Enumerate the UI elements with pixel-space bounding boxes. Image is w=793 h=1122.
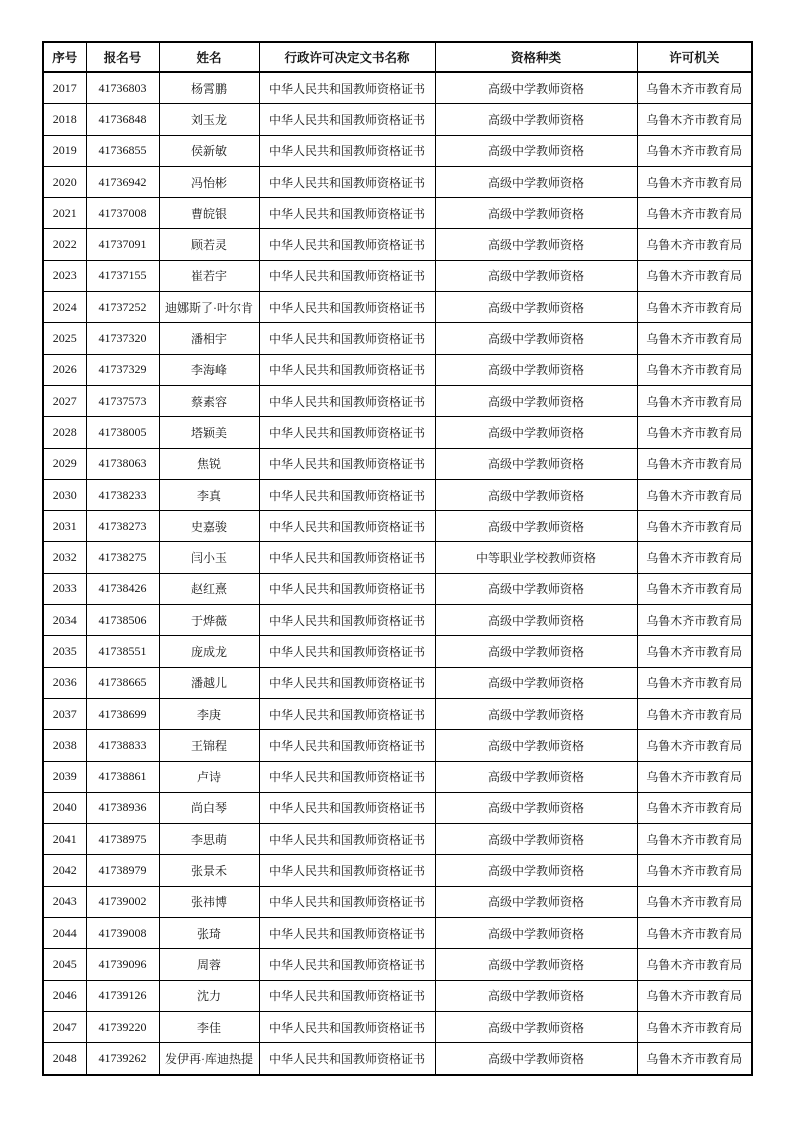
column-header-document-name: 行政许可决定文书名称 xyxy=(259,42,435,72)
cell-serial-number: 2038 xyxy=(43,730,86,761)
cell-document-name: 中华人民共和国教师资格证书 xyxy=(259,292,435,323)
cell-licensing-authority: 乌鲁木齐市教育局 xyxy=(637,385,752,416)
cell-document-name: 中华人民共和国教师资格证书 xyxy=(259,260,435,291)
table-row xyxy=(43,605,752,636)
cell-registration-number: 41736803 xyxy=(86,72,159,104)
cell-name: 杨霄鹏 xyxy=(159,72,259,104)
cell-name: 沈力 xyxy=(159,980,259,1011)
table-row xyxy=(43,229,752,260)
cell-document-name: 中华人民共和国教师资格证书 xyxy=(259,573,435,604)
cell-registration-number: 41738426 xyxy=(86,573,159,604)
cell-qualification-type: 高级中学教师资格 xyxy=(435,72,637,104)
cell-name: 史嘉骏 xyxy=(159,511,259,542)
cell-licensing-authority: 乌鲁木齐市教育局 xyxy=(637,166,752,197)
cell-qualification-type: 中等职业学校教师资格 xyxy=(435,542,637,573)
cell-serial-number: 2024 xyxy=(43,292,86,323)
cell-serial-number: 2019 xyxy=(43,135,86,166)
cell-name: 顾若灵 xyxy=(159,229,259,260)
cell-document-name: 中华人民共和国教师资格证书 xyxy=(259,166,435,197)
table-row xyxy=(43,792,752,823)
cell-document-name: 中华人民共和国教师资格证书 xyxy=(259,323,435,354)
table-row xyxy=(43,730,752,761)
cell-document-name: 中华人民共和国教师资格证书 xyxy=(259,667,435,698)
cell-name: 李真 xyxy=(159,479,259,510)
cell-name: 张景禾 xyxy=(159,855,259,886)
cell-qualification-type: 高级中学教师资格 xyxy=(435,824,637,855)
cell-qualification-type: 高级中学教师资格 xyxy=(435,1043,637,1075)
table-row xyxy=(43,824,752,855)
cell-document-name: 中华人民共和国教师资格证书 xyxy=(259,918,435,949)
cell-serial-number: 2043 xyxy=(43,886,86,917)
table-row xyxy=(43,417,752,448)
cell-qualification-type: 高级中学教师资格 xyxy=(435,354,637,385)
cell-name: 庞成龙 xyxy=(159,636,259,667)
cell-registration-number: 41739262 xyxy=(86,1043,159,1075)
cell-document-name: 中华人民共和国教师资格证书 xyxy=(259,855,435,886)
cell-serial-number: 2039 xyxy=(43,761,86,792)
cell-registration-number: 41737252 xyxy=(86,292,159,323)
cell-registration-number: 41737329 xyxy=(86,354,159,385)
cell-serial-number: 2047 xyxy=(43,1011,86,1042)
cell-licensing-authority: 乌鲁木齐市教育局 xyxy=(637,855,752,886)
cell-serial-number: 2040 xyxy=(43,792,86,823)
cell-document-name: 中华人民共和国教师资格证书 xyxy=(259,448,435,479)
cell-licensing-authority: 乌鲁木齐市教育局 xyxy=(637,667,752,698)
table-row xyxy=(43,980,752,1011)
cell-registration-number: 41739126 xyxy=(86,980,159,1011)
cell-name: 刘玉龙 xyxy=(159,104,259,135)
cell-qualification-type: 高级中学教师资格 xyxy=(435,980,637,1011)
cell-registration-number: 41736848 xyxy=(86,104,159,135)
cell-licensing-authority: 乌鲁木齐市教育局 xyxy=(637,511,752,542)
cell-registration-number: 41738936 xyxy=(86,792,159,823)
table-row xyxy=(43,385,752,416)
cell-name: 迪娜斯了·叶尔肯 xyxy=(159,292,259,323)
cell-registration-number: 41737320 xyxy=(86,323,159,354)
table-row xyxy=(43,1043,752,1075)
table-row xyxy=(43,292,752,323)
cell-serial-number: 2042 xyxy=(43,855,86,886)
cell-serial-number: 2033 xyxy=(43,573,86,604)
cell-document-name: 中华人民共和国教师资格证书 xyxy=(259,104,435,135)
cell-name: 崔若宇 xyxy=(159,260,259,291)
cell-name: 侯新敏 xyxy=(159,135,259,166)
cell-serial-number: 2036 xyxy=(43,667,86,698)
cell-document-name: 中华人民共和国教师资格证书 xyxy=(259,198,435,229)
cell-licensing-authority: 乌鲁木齐市教育局 xyxy=(637,1011,752,1042)
cell-licensing-authority: 乌鲁木齐市教育局 xyxy=(637,636,752,667)
table-row xyxy=(43,166,752,197)
cell-qualification-type: 高级中学教师资格 xyxy=(435,260,637,291)
cell-serial-number: 2020 xyxy=(43,166,86,197)
cell-name: 塔颖美 xyxy=(159,417,259,448)
cell-registration-number: 41738979 xyxy=(86,855,159,886)
cell-name: 张琦 xyxy=(159,918,259,949)
table-header-row xyxy=(43,42,752,72)
cell-name: 周蓉 xyxy=(159,949,259,980)
cell-document-name: 中华人民共和国教师资格证书 xyxy=(259,72,435,104)
table-row xyxy=(43,573,752,604)
cell-qualification-type: 高级中学教师资格 xyxy=(435,605,637,636)
cell-registration-number: 41738063 xyxy=(86,448,159,479)
cell-name: 于烨薇 xyxy=(159,605,259,636)
cell-licensing-authority: 乌鲁木齐市教育局 xyxy=(637,323,752,354)
cell-registration-number: 41738861 xyxy=(86,761,159,792)
cell-document-name: 中华人民共和国教师资格证书 xyxy=(259,229,435,260)
cell-document-name: 中华人民共和国教师资格证书 xyxy=(259,417,435,448)
cell-document-name: 中华人民共和国教师资格证书 xyxy=(259,730,435,761)
cell-licensing-authority: 乌鲁木齐市教育局 xyxy=(637,260,752,291)
cell-licensing-authority: 乌鲁木齐市教育局 xyxy=(637,229,752,260)
cell-qualification-type: 高级中学教师资格 xyxy=(435,292,637,323)
cell-name: 卢诗 xyxy=(159,761,259,792)
cell-registration-number: 41736942 xyxy=(86,166,159,197)
cell-registration-number: 41736855 xyxy=(86,135,159,166)
cell-registration-number: 41738551 xyxy=(86,636,159,667)
cell-licensing-authority: 乌鲁木齐市教育局 xyxy=(637,824,752,855)
cell-qualification-type: 高级中学教师资格 xyxy=(435,104,637,135)
cell-document-name: 中华人民共和国教师资格证书 xyxy=(259,792,435,823)
cell-document-name: 中华人民共和国教师资格证书 xyxy=(259,135,435,166)
cell-document-name: 中华人民共和国教师资格证书 xyxy=(259,354,435,385)
cell-qualification-type: 高级中学教师资格 xyxy=(435,385,637,416)
table-row xyxy=(43,354,752,385)
cell-serial-number: 2021 xyxy=(43,198,86,229)
cell-licensing-authority: 乌鲁木齐市教育局 xyxy=(637,792,752,823)
cell-name: 潘相宇 xyxy=(159,323,259,354)
cell-licensing-authority: 乌鲁木齐市教育局 xyxy=(637,542,752,573)
table-row xyxy=(43,698,752,729)
cell-qualification-type: 高级中学教师资格 xyxy=(435,730,637,761)
cell-document-name: 中华人民共和国教师资格证书 xyxy=(259,824,435,855)
cell-qualification-type: 高级中学教师资格 xyxy=(435,636,637,667)
cell-licensing-authority: 乌鲁木齐市教育局 xyxy=(637,886,752,917)
cell-document-name: 中华人民共和国教师资格证书 xyxy=(259,761,435,792)
cell-qualification-type: 高级中学教师资格 xyxy=(435,761,637,792)
cell-qualification-type: 高级中学教师资格 xyxy=(435,698,637,729)
cell-qualification-type: 高级中学教师资格 xyxy=(435,479,637,510)
cell-registration-number: 41738005 xyxy=(86,417,159,448)
table-row xyxy=(43,72,752,104)
cell-licensing-authority: 乌鲁木齐市教育局 xyxy=(637,761,752,792)
cell-licensing-authority: 乌鲁木齐市教育局 xyxy=(637,698,752,729)
table-row xyxy=(43,636,752,667)
cell-registration-number: 41738833 xyxy=(86,730,159,761)
cell-qualification-type: 高级中学教师资格 xyxy=(435,166,637,197)
cell-serial-number: 2026 xyxy=(43,354,86,385)
cell-name: 李思萌 xyxy=(159,824,259,855)
cell-registration-number: 41739220 xyxy=(86,1011,159,1042)
cell-registration-number: 41738233 xyxy=(86,479,159,510)
cell-serial-number: 2045 xyxy=(43,949,86,980)
table-row xyxy=(43,667,752,698)
cell-registration-number: 41738506 xyxy=(86,605,159,636)
cell-serial-number: 2023 xyxy=(43,260,86,291)
cell-licensing-authority: 乌鲁木齐市教育局 xyxy=(637,104,752,135)
cell-name: 李佳 xyxy=(159,1011,259,1042)
cell-document-name: 中华人民共和国教师资格证书 xyxy=(259,980,435,1011)
table-row xyxy=(43,479,752,510)
cell-document-name: 中华人民共和国教师资格证书 xyxy=(259,698,435,729)
cell-licensing-authority: 乌鲁木齐市教育局 xyxy=(637,354,752,385)
cell-registration-number: 41739008 xyxy=(86,918,159,949)
cell-licensing-authority: 乌鲁木齐市教育局 xyxy=(637,949,752,980)
cell-name: 王锦程 xyxy=(159,730,259,761)
cell-qualification-type: 高级中学教师资格 xyxy=(435,135,637,166)
table-row xyxy=(43,448,752,479)
cell-qualification-type: 高级中学教师资格 xyxy=(435,792,637,823)
cell-document-name: 中华人民共和国教师资格证书 xyxy=(259,605,435,636)
cell-name: 闫小玉 xyxy=(159,542,259,573)
cell-qualification-type: 高级中学教师资格 xyxy=(435,198,637,229)
cell-serial-number: 2044 xyxy=(43,918,86,949)
cell-name: 发伊再·库迪热提 xyxy=(159,1043,259,1075)
cell-licensing-authority: 乌鲁木齐市教育局 xyxy=(637,479,752,510)
cell-qualification-type: 高级中学教师资格 xyxy=(435,949,637,980)
table-row xyxy=(43,323,752,354)
cell-document-name: 中华人民共和国教师资格证书 xyxy=(259,636,435,667)
cell-registration-number: 41737008 xyxy=(86,198,159,229)
table-row xyxy=(43,260,752,291)
cell-name: 曹皖银 xyxy=(159,198,259,229)
cell-serial-number: 2018 xyxy=(43,104,86,135)
table-row xyxy=(43,511,752,542)
cell-qualification-type: 高级中学教师资格 xyxy=(435,448,637,479)
table-row xyxy=(43,761,752,792)
cell-qualification-type: 高级中学教师资格 xyxy=(435,323,637,354)
cell-registration-number: 41738699 xyxy=(86,698,159,729)
cell-name: 李庚 xyxy=(159,698,259,729)
cell-qualification-type: 高级中学教师资格 xyxy=(435,886,637,917)
cell-licensing-authority: 乌鲁木齐市教育局 xyxy=(637,448,752,479)
cell-serial-number: 2030 xyxy=(43,479,86,510)
cell-registration-number: 41739096 xyxy=(86,949,159,980)
cell-document-name: 中华人民共和国教师资格证书 xyxy=(259,1043,435,1075)
cell-serial-number: 2046 xyxy=(43,980,86,1011)
table-row xyxy=(43,855,752,886)
cell-licensing-authority: 乌鲁木齐市教育局 xyxy=(637,573,752,604)
cell-registration-number: 41739002 xyxy=(86,886,159,917)
cell-serial-number: 2028 xyxy=(43,417,86,448)
cell-licensing-authority: 乌鲁木齐市教育局 xyxy=(637,918,752,949)
cell-name: 蔡素容 xyxy=(159,385,259,416)
cell-licensing-authority: 乌鲁木齐市教育局 xyxy=(637,135,752,166)
cell-document-name: 中华人民共和国教师资格证书 xyxy=(259,886,435,917)
column-header-licensing-authority: 许可机关 xyxy=(637,42,752,72)
cell-serial-number: 2022 xyxy=(43,229,86,260)
column-header-registration-number: 报名号 xyxy=(86,42,159,72)
cell-serial-number: 2032 xyxy=(43,542,86,573)
cell-serial-number: 2035 xyxy=(43,636,86,667)
cell-qualification-type: 高级中学教师资格 xyxy=(435,573,637,604)
cell-serial-number: 2031 xyxy=(43,511,86,542)
cell-serial-number: 2041 xyxy=(43,824,86,855)
column-header-serial-number: 序号 xyxy=(43,42,86,72)
table-row xyxy=(43,1011,752,1042)
cell-serial-number: 2029 xyxy=(43,448,86,479)
cell-name: 张祎博 xyxy=(159,886,259,917)
license-table xyxy=(42,41,753,1076)
cell-name: 焦锐 xyxy=(159,448,259,479)
cell-serial-number: 2034 xyxy=(43,605,86,636)
cell-licensing-authority: 乌鲁木齐市教育局 xyxy=(637,730,752,761)
cell-registration-number: 41738665 xyxy=(86,667,159,698)
cell-name: 冯怡彬 xyxy=(159,166,259,197)
cell-licensing-authority: 乌鲁木齐市教育局 xyxy=(637,72,752,104)
cell-qualification-type: 高级中学教师资格 xyxy=(435,229,637,260)
cell-name: 尚白琴 xyxy=(159,792,259,823)
cell-serial-number: 2048 xyxy=(43,1043,86,1075)
cell-registration-number: 41738275 xyxy=(86,542,159,573)
cell-serial-number: 2037 xyxy=(43,698,86,729)
table-row xyxy=(43,135,752,166)
cell-document-name: 中华人民共和国教师资格证书 xyxy=(259,511,435,542)
cell-licensing-authority: 乌鲁木齐市教育局 xyxy=(637,605,752,636)
cell-name: 赵红熹 xyxy=(159,573,259,604)
cell-serial-number: 2025 xyxy=(43,323,86,354)
table-row xyxy=(43,949,752,980)
cell-qualification-type: 高级中学教师资格 xyxy=(435,417,637,448)
table-row xyxy=(43,542,752,573)
table-row xyxy=(43,198,752,229)
cell-registration-number: 41738273 xyxy=(86,511,159,542)
cell-registration-number: 41737155 xyxy=(86,260,159,291)
table-row xyxy=(43,886,752,917)
cell-qualification-type: 高级中学教师资格 xyxy=(435,1011,637,1042)
cell-name: 潘越儿 xyxy=(159,667,259,698)
cell-qualification-type: 高级中学教师资格 xyxy=(435,918,637,949)
cell-licensing-authority: 乌鲁木齐市教育局 xyxy=(637,198,752,229)
cell-qualification-type: 高级中学教师资格 xyxy=(435,855,637,886)
table-row xyxy=(43,104,752,135)
cell-registration-number: 41738975 xyxy=(86,824,159,855)
cell-name: 李海峰 xyxy=(159,354,259,385)
cell-licensing-authority: 乌鲁木齐市教育局 xyxy=(637,292,752,323)
cell-qualification-type: 高级中学教师资格 xyxy=(435,511,637,542)
cell-document-name: 中华人民共和国教师资格证书 xyxy=(259,385,435,416)
cell-document-name: 中华人民共和国教师资格证书 xyxy=(259,949,435,980)
cell-document-name: 中华人民共和国教师资格证书 xyxy=(259,542,435,573)
cell-registration-number: 41737573 xyxy=(86,385,159,416)
column-header-name: 姓名 xyxy=(159,42,259,72)
cell-registration-number: 41737091 xyxy=(86,229,159,260)
table-row xyxy=(43,918,752,949)
cell-licensing-authority: 乌鲁木齐市教育局 xyxy=(637,1043,752,1075)
cell-serial-number: 2017 xyxy=(43,72,86,104)
cell-document-name: 中华人民共和国教师资格证书 xyxy=(259,479,435,510)
column-header-qualification-type: 资格种类 xyxy=(435,42,637,72)
cell-licensing-authority: 乌鲁木齐市教育局 xyxy=(637,417,752,448)
cell-serial-number: 2027 xyxy=(43,385,86,416)
cell-document-name: 中华人民共和国教师资格证书 xyxy=(259,1011,435,1042)
cell-licensing-authority: 乌鲁木齐市教育局 xyxy=(637,980,752,1011)
cell-qualification-type: 高级中学教师资格 xyxy=(435,667,637,698)
